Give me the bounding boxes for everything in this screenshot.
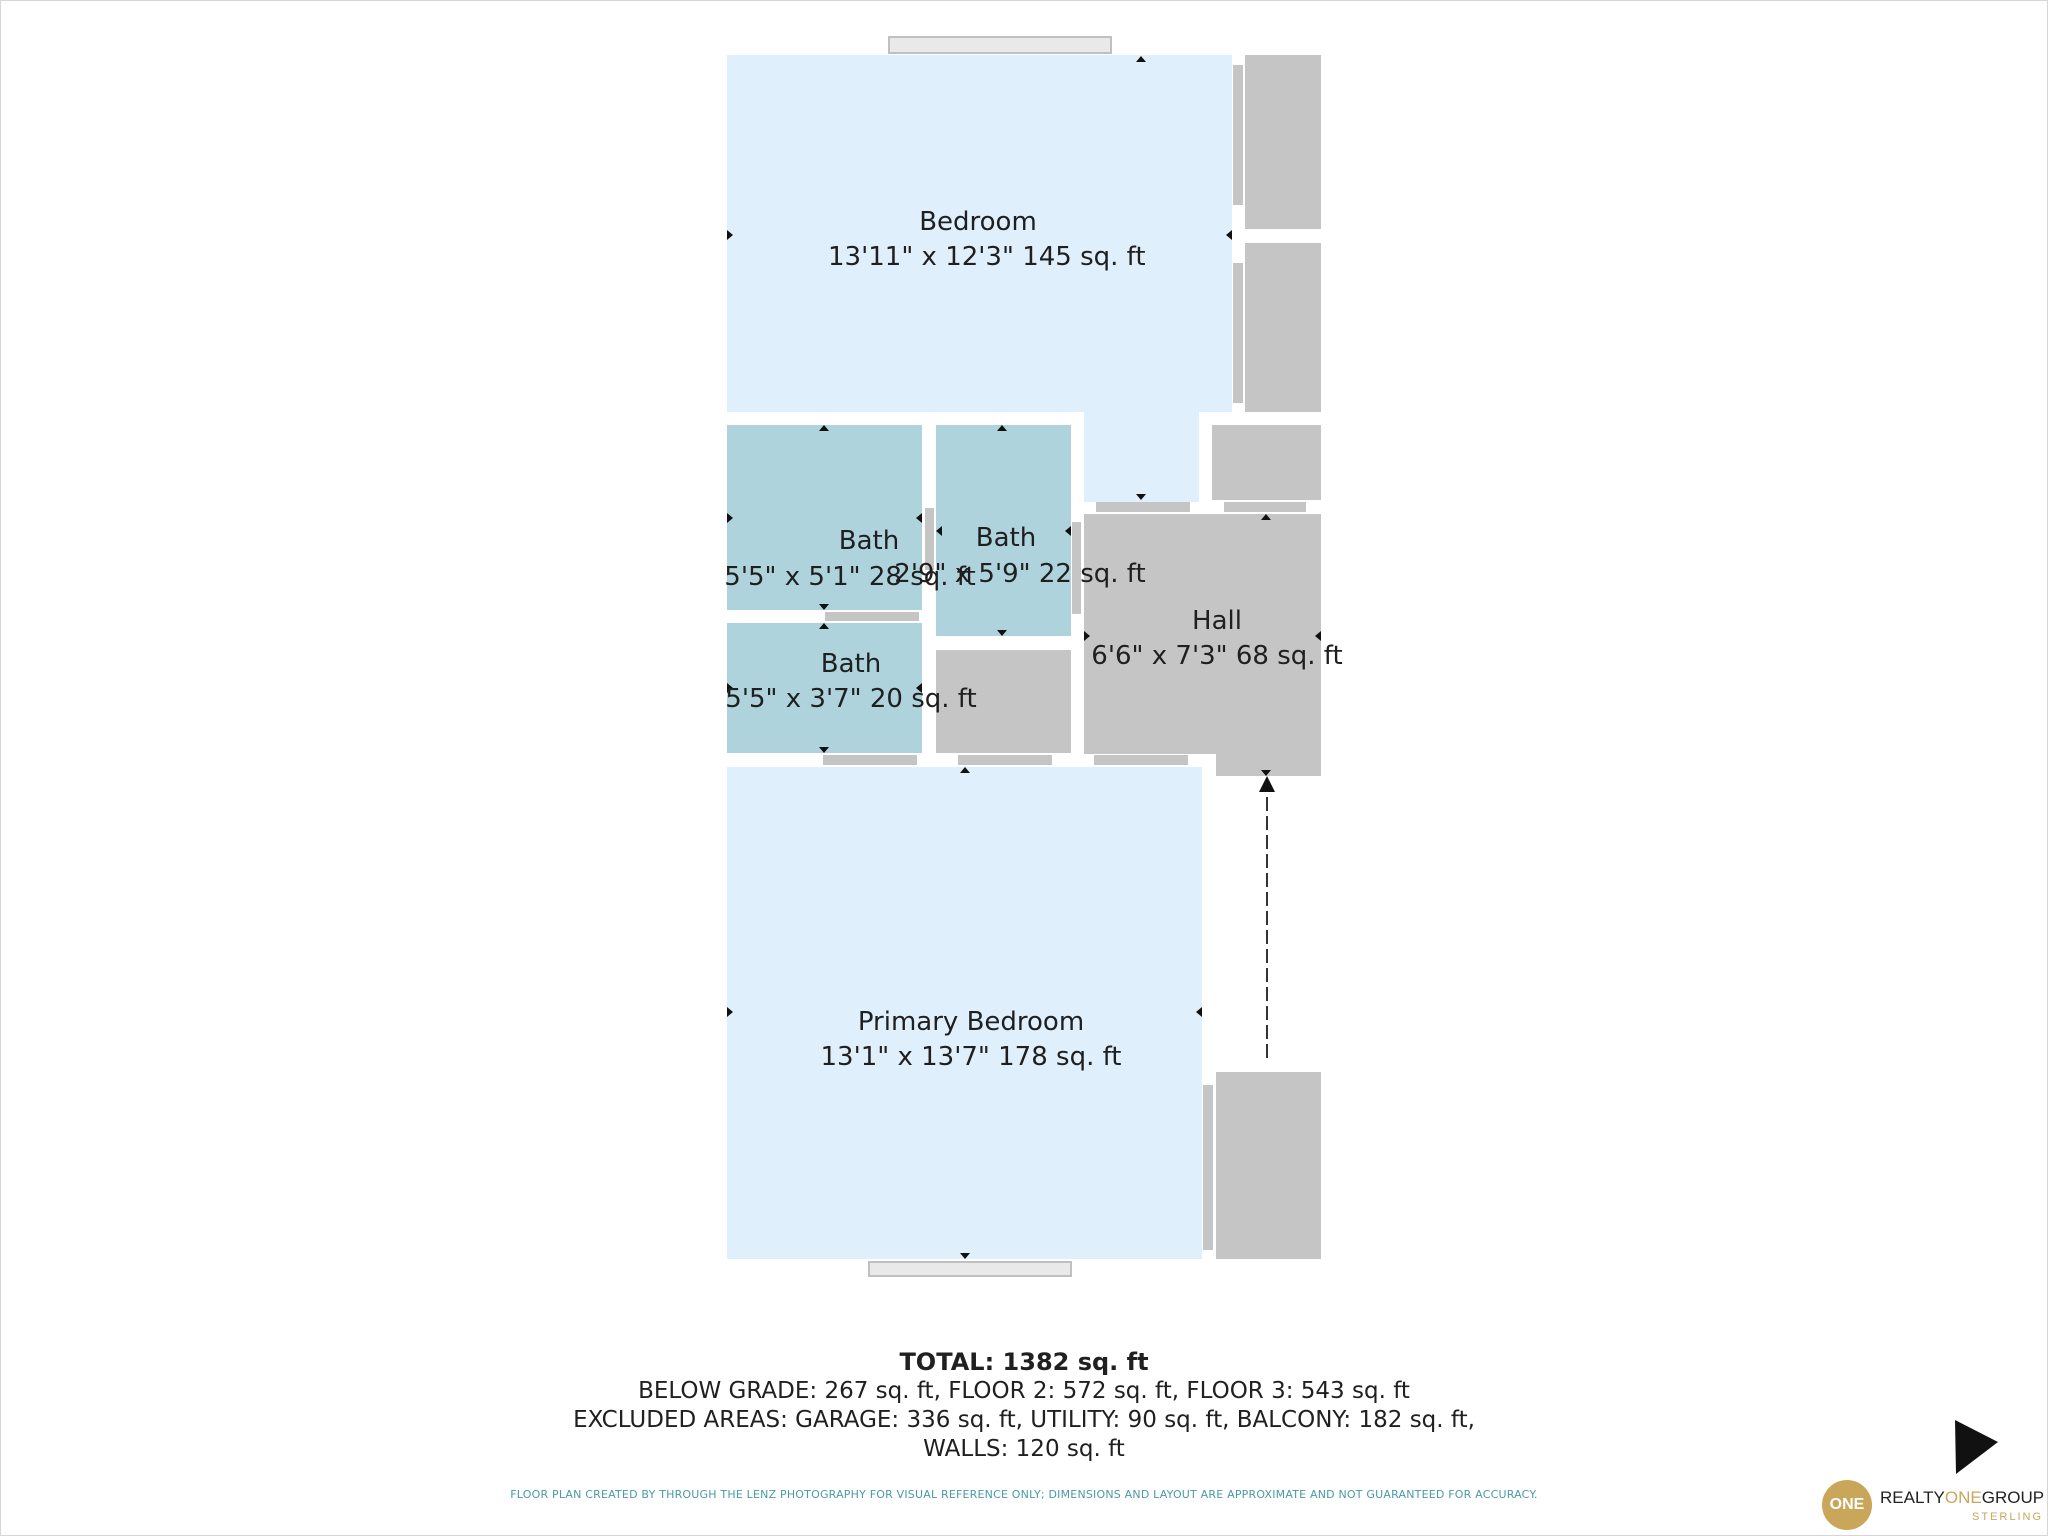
room-dimensions: 2'9" x 5'9" 22 sq. ft bbox=[894, 559, 1146, 589]
room-dimensions: 6'6" x 7'3" 68 sq. ft bbox=[1091, 641, 1343, 672]
logo-badge: ONE bbox=[1822, 1480, 1872, 1530]
room-name: Bath bbox=[975, 523, 1037, 553]
total-area: TOTAL: 1382 sq. ft bbox=[899, 1348, 1149, 1376]
area-breakdown-line-3: WALLS: 120 sq. ft bbox=[923, 1436, 1125, 1462]
room-name: Primary Bedroom bbox=[857, 1007, 1085, 1037]
logo-subtitle: STERLING bbox=[1972, 1511, 2044, 1523]
area-breakdown-line-1: BELOW GRADE: 267 sq. ft, FLOOR 2: 572 sq. ft, FLOOR 3: 543 sq. ft bbox=[638, 1378, 1410, 1404]
room-name: Bath bbox=[820, 649, 882, 679]
room-dimensions: 13'11" x 12'3" 145 sq. ft bbox=[828, 242, 1146, 273]
logo-word-one: ONE bbox=[1944, 1488, 1982, 1507]
logo-word-group: GROUP bbox=[1981, 1488, 2045, 1507]
logo-wordmark bbox=[1880, 1488, 2044, 1508]
logo-word-realty: REALTY bbox=[1880, 1488, 1945, 1507]
room-name: Bedroom bbox=[919, 207, 1037, 237]
room-name: Hall bbox=[1192, 606, 1242, 636]
room-dimensions: 5'5" x 3'7" 20 sq. ft bbox=[725, 684, 977, 715]
room-dimensions: 13'1" x 13'7" 178 sq. ft bbox=[820, 1042, 1122, 1073]
area-breakdown-line-2: EXCLUDED AREAS: GARAGE: 336 sq. ft, UTILITY: 90 sq. ft, BALCONY: 182 sq. ft, bbox=[573, 1407, 1475, 1433]
room-dimensions: 5'5" x 5'1" 28 sq. ft bbox=[724, 562, 976, 592]
room-name: Bath bbox=[838, 526, 900, 556]
brokerage-logo[interactable] bbox=[1822, 1476, 2045, 1532]
disclaimer: FLOOR PLAN CREATED BY THROUGH THE LENZ PHOTOGRAPHY FOR VISUAL REFERENCE ONLY; DIMENSIONS AND LAYOUT ARE APPROXIMATE AND NOT GUARANTEED FOR ACCURACY. bbox=[510, 1488, 1538, 1501]
